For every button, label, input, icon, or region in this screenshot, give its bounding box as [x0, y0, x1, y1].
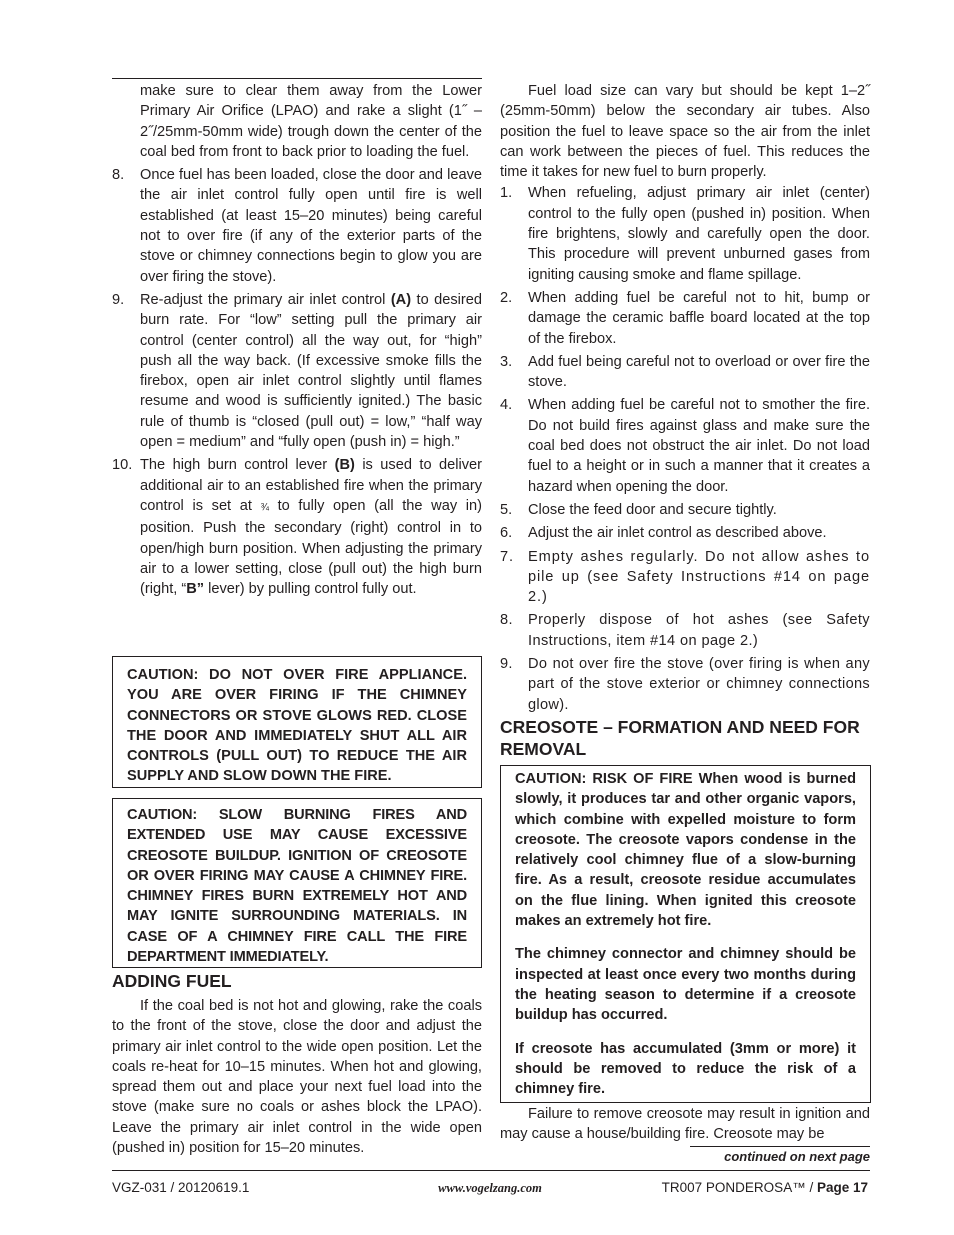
failure-text: Failure to remove creosote may result in ignition and may cause a house/building fire. Creosote may be	[500, 1106, 870, 1143]
list-item	[500, 610, 870, 651]
item-text: The high burn control lever	[140, 457, 335, 474]
left-steps	[112, 165, 482, 599]
caution-text: CAUTION: DO NOT OVER FIRE APPLIANCE. YOU ARE OVER FIRING IF THE CHIMNEY CONNECTORS OR STOVE GLOWS RED. CLOSE THE DOOR AND IMMEDIATELY SHUT ALL AIR CONTROLS (PULL OUT) TO REDUCE THE AIR SUPPLY AND SLOW DOWN THE FIRE.	[127, 667, 467, 785]
list-item	[112, 165, 482, 287]
item-number: 3.	[500, 353, 513, 370]
list-item	[500, 654, 870, 715]
right-column	[500, 81, 870, 715]
list-item	[500, 352, 870, 393]
item-text: When adding fuel be careful not to smother the fire. Do not build fires against glass and make sure the coal bed does not obstruct the air inlet. Do not load fuel to a height or in such a manner that it creates a hazard when opening the door.	[528, 397, 870, 495]
failure-paragraph	[500, 1104, 870, 1145]
item-number: 8.	[112, 167, 125, 184]
item-text: Empty ashes regularly. Do not allow ashes to pile up (see Safety Instructions #14 on page 2.)	[528, 548, 870, 606]
list-item	[112, 455, 482, 599]
item-number: 10.	[112, 457, 133, 474]
caution-text: If creosote has accumulated (3mm or more) it should be removed to reduce the risk of a chimney fire.	[515, 1040, 856, 1098]
item-text: Add fuel being careful not to overload or over fire the stove.	[528, 353, 870, 391]
refuel-steps	[500, 183, 870, 714]
caution-box-creosote-buildup	[112, 798, 482, 968]
item-number: 1.	[500, 185, 513, 202]
left-column	[112, 81, 482, 599]
caution-text: CAUTION: RISK OF FIRE When wood is burned slowly, it produces tar and other organic vapors, which combine with expelled moisture to form creosote. The creosote vapors condense in the relatively cool chimney flue of a slow-burning fire. As a result, creosote residue accumulates on the flue lining. When ignited this creosote makes an extremely hot fire.	[515, 771, 856, 930]
item-number: 2.	[500, 289, 513, 306]
item-text: Close the feed door and secure tightly.	[528, 501, 777, 518]
item-number: 4.	[500, 397, 513, 414]
list-item	[500, 523, 870, 543]
list-item	[500, 395, 870, 496]
item-text: Adjust the air inlet control as described above.	[528, 525, 827, 542]
list-item	[500, 183, 870, 284]
item-number: 9.	[500, 656, 513, 673]
item-number: 7.	[500, 548, 514, 565]
caution-text: CAUTION: SLOW BURNING FIRES AND EXTENDED USE MAY CAUSE EXCESSIVE CREOSOTE BUILDUP. IGNITION OF CREOSOTE OR OVER FIRING MAY CAUSE A CHIMNEY FIRE. CHIMNEY FIRES BURN EXTREMELY HOT AND MAY IGNITE SURROUNDING MATERIALS. IN CASE OF A CHIMNEY FIRE CALL THE FIRE DEPARTMENT IMMEDIATELY.	[127, 807, 467, 966]
adding-fuel-section	[112, 970, 482, 1158]
lever-b-label: B”	[186, 581, 205, 598]
footer-url[interactable]: www.vogelzang.com	[438, 1181, 542, 1195]
fuel-load-intro: Fuel load size can vary but should be kept 1–2˝ (25mm-50mm) below the secondary air tubes. Also position the fuel to leave space so the air from the inlet can work between the pieces of fuel. This reduces the time it takes for new fuel to burn properly.	[500, 83, 870, 181]
item-text: Do not over fire the stove (over firing is when any part of the stove exterior or chimney connections glow).	[528, 656, 870, 713]
adding-fuel-text: If the coal bed is not hot and glowing, rake the coals to the front of the stove, close the door and adjust the primary air inlet control to the wide open position. Let the coals re-heat for 10–15 minutes. When hot and glowing, spread them out and place your next fuel load into the stove (make sure no coals or ashes block the LPAO). Leave the primary air inlet control in the wide open (pushed in) position for 15–20 minutes.	[112, 998, 482, 1157]
list-item	[500, 547, 870, 608]
fraction: ¾	[260, 501, 269, 513]
item-text: When adding fuel be careful not to hit, bump or damage the ceramic baffle board located at the top of the firebox.	[528, 289, 870, 347]
page-number: Page 17	[816, 1180, 868, 1195]
creosote-section	[500, 716, 870, 760]
item-text: Once fuel has been loaded, close the door and leave the air inlet control fully open until fire is well established (at least 15–20 minutes) being careful not to over fire (if any of the exterior parts of the stove or chimney connections begin to glow you are over firing the stove).	[140, 167, 482, 285]
list-item	[500, 288, 870, 349]
item-number: 8.	[500, 612, 513, 629]
list-item	[112, 290, 482, 452]
caution-box-overfire	[112, 656, 482, 788]
bottom-rule	[112, 1170, 870, 1171]
intro-continued: make sure to clear them away from the Lower Primary Air Orifice (LPAO) and rake a slight (1˝ – 2˝/25mm-50mm wide) trough down the center of the coal bed from front to back prior to loading the fuel.	[140, 83, 482, 160]
footer-page	[600, 1180, 868, 1195]
item-text: is used to deliver additional air to an established fire when the primary control is set at	[140, 457, 482, 514]
item-text: When refueling, adjust primary air inlet (center) control to the fully open (pushed in) position. When fire brightens, slowly and carefully open the door. This procedure will prevent unburned gases from igniting causing smoke and flame spillage.	[528, 185, 870, 283]
item-number: 9.	[112, 291, 125, 308]
item-text: Re-adjust the primary air inlet control	[140, 291, 391, 308]
top-rule	[112, 78, 482, 79]
list-item	[500, 500, 870, 520]
adding-fuel-heading: ADDING FUEL	[112, 971, 232, 991]
item-number: 5.	[500, 501, 513, 518]
control-b-label: (B)	[334, 457, 355, 474]
item-text: to desired burn rate. For “low” setting pull the primary air control (center control) all the way out, for “high” push all the way back. (If excessive smoke fills the firebox, open air inlet control slightly until flames resume and wood is sufficiently ignited.) The basic rule of thumb is “closed (pull out) = low,” “half way open = medium” and “fully open (push in) = high.”	[140, 291, 482, 451]
item-text: Properly dispose of hot ashes (see Safety Instructions, item #14 on page 2.)	[528, 612, 870, 649]
item-text: lever) by pulling control fully out.	[204, 581, 417, 598]
continued-note: continued on next page	[724, 1149, 870, 1164]
continued-rule	[690, 1146, 870, 1147]
footer-doc-id: VGZ-031 / 20120619.1	[112, 1180, 250, 1195]
footer-product: TR007 PONDEROSA™ /	[661, 1180, 817, 1195]
item-text: to fully open (all the way in) position. Push the secondary (right) control in to open/high burn position. When adjusting the primary air to a lower setting, close (pull out) the high burn (right, “	[140, 497, 483, 598]
item-number: 6.	[500, 525, 513, 542]
caution-box-risk-of-fire	[500, 765, 871, 1103]
creosote-heading: CREOSOTE – FORMATION AND NEED FOR REMOVAL	[500, 717, 860, 759]
caution-text: The chimney connector and chimney should be inspected at least once every two months during the heating season to determine if a creosote buildup has occurred.	[515, 946, 856, 1024]
control-a-label: (A)	[390, 291, 412, 308]
